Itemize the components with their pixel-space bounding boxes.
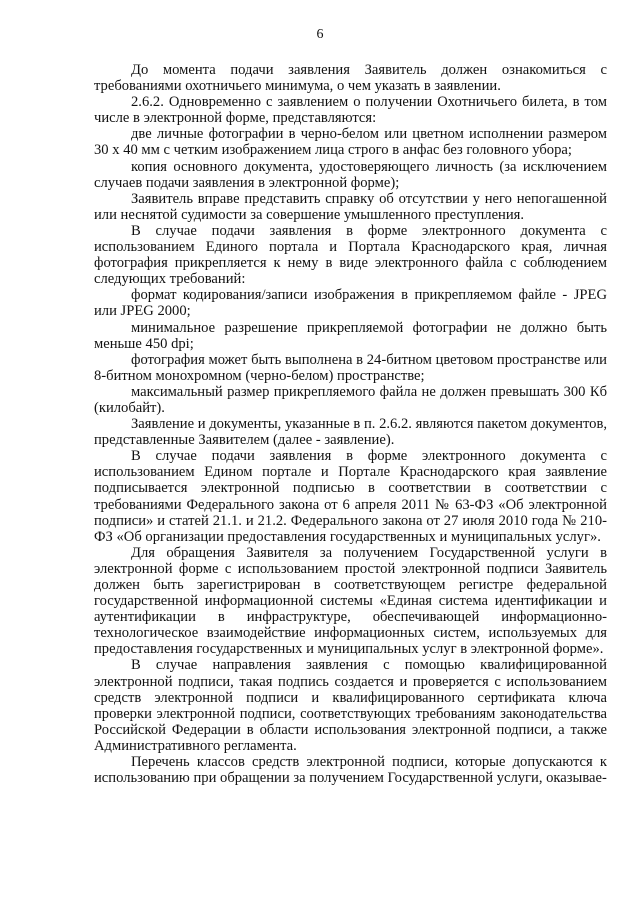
paragraph: Перечень классов средств электронной подписи, которые допускаются к использованию при обращении за получением Государственной услуги, оказывае- bbox=[94, 754, 607, 787]
paragraph: максимальный размер прикрепляемого файла не должен превышать 300 Кб (килобайт). bbox=[94, 383, 607, 416]
paragraph: Заявление и документы, указанные в п. 2.6.2. являются пакетом документов, представленные Заявителем (далее - заявление). bbox=[94, 416, 607, 449]
paragraph: В случае подачи заявления в форме электронного документа с использованием Единого портала и Портала Краснодарского края, личная фотография прикрепляется к нему в виде электронного файла с соблюдением следующих требований: bbox=[94, 222, 607, 288]
paragraph: До момента подачи заявления Заявитель должен ознакомиться с требованиями охотничьего минимума, о чем указать в заявлении. bbox=[94, 62, 607, 95]
paragraph: В случае направления заявления с помощью квалифицированной электронной подписи, такая подпись создается и проверяется с использованием средств электронной подписи и квалифицированного сертификата ключа проверки электронной подписи, соответствующих требованиям законодательства Российской Федерации в области использования электронной подписи, а также Административного регламента. bbox=[94, 657, 607, 754]
paragraph: две личные фотографии в черно-белом или цветном исполнении размером 30 x 40 мм с четким изображением лица строго в анфас без головного убора; bbox=[94, 126, 607, 159]
page-number: 6 bbox=[316, 27, 324, 42]
paragraph: Для обращения Заявителя за получением Государственной услуги в электронной форме с использованием простой электронной подписи Заявитель должен быть зарегистрирован в соответствующем регистре федеральной государственной информационной системы «Единая система идентификации и аутентификации в инфраструктуре, обеспечивающей информационно-технологическое взаимодействие информационных систем, используемых для предоставления государственных и муниципальных услуг в электронной форме». bbox=[94, 544, 607, 658]
paragraph: Заявитель вправе представить справку об отсутствии у него непогашенной или неснятой судимости за совершение умышленного преступления. bbox=[94, 190, 607, 223]
paragraph: фотография может быть выполнена в 24-битном цветовом пространстве или 8-битном монохромном (черно-белом) пространстве; bbox=[94, 351, 607, 384]
paragraph: минимальное разрешение прикрепляемой фотографии не должно быть меньше 450 dpi; bbox=[94, 319, 607, 352]
paragraph: 2.6.2. Одновременно с заявлением о получении Охотничьего билета, в том числе в электронной форме, представляются: bbox=[94, 94, 607, 127]
paragraph: формат кодирования/записи изображения в прикрепляемом файле - JPEG или JPEG 2000; bbox=[94, 287, 607, 320]
paragraph: копия основного документа, удостоверяющего личность (за исключением случаев подачи заявления в электронной форме); bbox=[94, 158, 607, 191]
paragraph: В случае подачи заявления в форме электронного документа с использованием Едином портале и Портале Краснодарского края заявление подписывается электронной подписью в соответствии в соответствии с требованиями Федерального закона от 6 апреля 2011 № 63-ФЗ «Об электронной подписи» и статей 21.1. и 21.2. Федерального закона от 27 июля 2010 года № 210-ФЗ «Об организации предоставления государственных и муниципальных услуг». bbox=[94, 448, 607, 545]
document-body bbox=[94, 62, 607, 786]
